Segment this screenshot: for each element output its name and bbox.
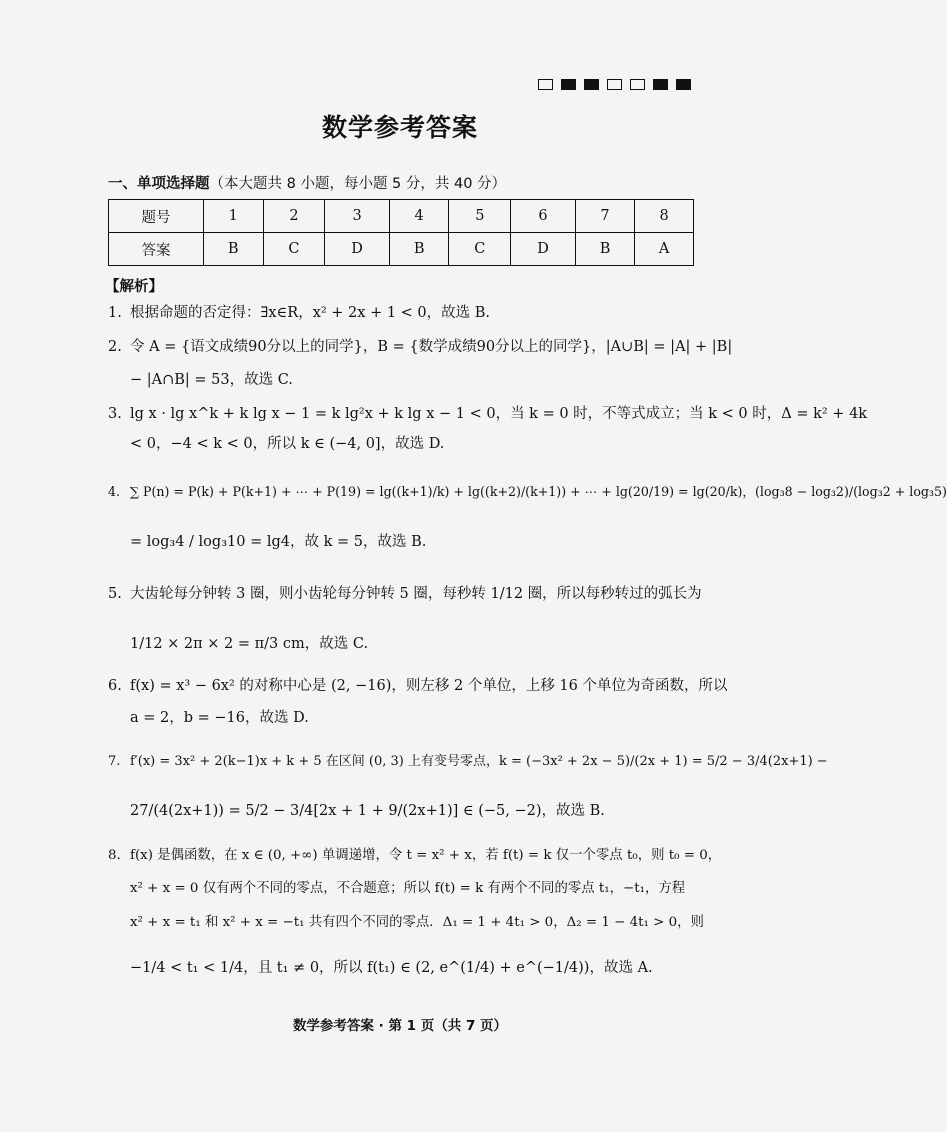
page-footer: 数学参考答案 · 第 1 页（共 7 页） bbox=[292, 1018, 508, 1034]
table-row-numbers bbox=[109, 200, 694, 233]
solution-7-cont: 27/(4(2x+1)) = 5/2 − 3/4[2x + 1 + 9/(2x+1)] ∈ (−5, −2)，故选 B. bbox=[130, 803, 605, 819]
solution-text: 大齿轮每分钟转 3 圈，则小齿轮每分钟转 5 圈，每秒转 1/12 圈，所以每秒转过的弧长为 bbox=[130, 586, 702, 602]
solution-5: 5. 大齿轮每分钟转 3 圈，则小齿轮每分钟转 5 圈，每秒转 1/12 圈，所以每秒转过的弧长为 bbox=[108, 586, 702, 602]
table-cell: 8 bbox=[635, 200, 694, 233]
table-cell: B bbox=[575, 233, 635, 266]
solution-4: 4. ∑ P(n) = P(k) + P(k+1) + ⋯ + P(19) = lg((k+1)/k) + lg((k+2)/(k+1)) + ⋯ + lg(20/19) = lg(20/k)，(log₃8 − log₃2)/(log₃2 + log₃5) bbox=[108, 484, 947, 499]
solution-6: 6. f(x) = x³ − 6x² 的对称中心是 (2, −16)，则左移 2 个单位，上移 16 个单位为奇函数，所以 bbox=[108, 678, 728, 694]
mark-4 bbox=[607, 79, 622, 90]
mark-3 bbox=[584, 79, 599, 90]
solution-text: lg x · lg x^k + k lg x − 1 = k lg²x + k lg x − 1 < 0，当 k = 0 时，不等式成立；当 k < 0 时，Δ = k² + 4k bbox=[130, 406, 868, 422]
analysis-label: 【解析】 bbox=[105, 279, 163, 295]
table-cell: D bbox=[325, 233, 390, 266]
solution-2: 2. 令 A = {语文成绩90分以上的同学}，B = {数学成绩90分以上的同学}，|A∪B| = |A| + |B| bbox=[108, 339, 733, 355]
solution-8-cont-1: x² + x = 0 仅有两个不同的零点，不合题意；所以 f(t) = k 有两个不同的零点 t₁，−t₁，方程 bbox=[130, 881, 686, 896]
solution-text: f(x) = x³ − 6x² 的对称中心是 (2, −16)，则左移 2 个单位，上移 16 个单位为奇函数，所以 bbox=[130, 678, 728, 694]
table-cell: 4 bbox=[389, 200, 449, 233]
solution-text: f′(x) = 3x² + 2(k−1)x + k + 5 在区间 (0, 3) 上有变号零点，k = (−3x² + 2x − 5)/(2x + 1) = 5/2 − 3/4(2x+1) − bbox=[130, 754, 828, 769]
table-cell: 3 bbox=[325, 200, 390, 233]
mark-5 bbox=[630, 79, 645, 90]
solution-8-cont-3: −1/4 < t₁ < 1/4，且 t₁ ≠ 0，所以 f(t₁) ∈ (2, e^(1/4) + e^(−1/4))，故选 A. bbox=[130, 960, 653, 976]
solution-text: f(x) 是偶函数，在 x ∈ (0, +∞) 单调递增，令 t = x² + x，若 f(t) = k 仅一个零点 t₀，则 t₀ = 0， bbox=[130, 848, 722, 863]
page-title: 数学参考答案 bbox=[321, 113, 478, 142]
solution-text: 根据命题的否定得：∃x∈R，x² + 2x + 1 < 0，故选 B. bbox=[130, 305, 491, 321]
section-heading bbox=[108, 172, 506, 193]
mark-1 bbox=[538, 79, 553, 90]
mark-2 bbox=[561, 79, 576, 90]
table-cell: 6 bbox=[511, 200, 576, 233]
solution-5-cont: 1/12 × 2π × 2 = π/3 cm，故选 C. bbox=[130, 636, 369, 652]
solution-text: ∑ P(n) = P(k) + P(k+1) + ⋯ + P(19) = lg((k+1)/k) + lg((k+2)/(k+1)) + ⋯ + lg(20/19) = lg(20/k)，(log₃8 − log₃2)/(log₃2 + log₃5) bbox=[130, 484, 947, 499]
section-desc: （本大题共 8 小题，每小题 5 分，共 40 分） bbox=[209, 176, 507, 192]
table-cell: 1 bbox=[204, 200, 264, 233]
solution-6-cont: a = 2，b = −16，故选 D. bbox=[130, 710, 309, 726]
table-cell: C bbox=[449, 233, 511, 266]
solution-3-cont: < 0，−4 < k < 0，所以 k ∈ (−4, 0]，故选 D. bbox=[130, 436, 445, 452]
table-cell: D bbox=[511, 233, 576, 266]
solution-1: 1. 根据命题的否定得：∃x∈R，x² + 2x + 1 < 0，故选 B. bbox=[108, 305, 491, 321]
section-label: 一、单项选择题 bbox=[108, 176, 210, 192]
table-cell: B bbox=[389, 233, 449, 266]
solution-8: 8. f(x) 是偶函数，在 x ∈ (0, +∞) 单调递增，令 t = x² + x，若 f(t) = k 仅一个零点 t₀，则 t₀ = 0， bbox=[108, 848, 722, 863]
table-cell: 2 bbox=[263, 200, 325, 233]
table-cell: 7 bbox=[575, 200, 635, 233]
solution-3: 3. lg x · lg x^k + k lg x − 1 = k lg²x + k lg x − 1 < 0，当 k = 0 时，不等式成立；当 k < 0 时，Δ = k² + 4k bbox=[108, 406, 868, 422]
solution-text: 令 A = {语文成绩90分以上的同学}，B = {数学成绩90分以上的同学}，|A∪B| = |A| + |B| bbox=[130, 339, 733, 355]
mark-7 bbox=[676, 79, 691, 90]
table-cell: C bbox=[263, 233, 325, 266]
row-label-number: 题号 bbox=[109, 200, 204, 233]
mark-6 bbox=[653, 79, 668, 90]
header-marks bbox=[538, 79, 691, 90]
solution-4-cont: = log₃4 / log₃10 = lg4，故 k = 5，故选 B. bbox=[130, 534, 427, 550]
table-cell: 5 bbox=[449, 200, 511, 233]
solution-8-cont-2: x² + x = t₁ 和 x² + x = −t₁ 共有四个不同的零点．Δ₁ = 1 + 4t₁ > 0，Δ₂ = 1 − 4t₁ > 0，则 bbox=[130, 915, 704, 930]
solution-2-cont: − |A∩B| = 53，故选 C. bbox=[130, 372, 293, 388]
table-row-answers bbox=[109, 233, 694, 266]
table-cell: A bbox=[635, 233, 694, 266]
solution-7: 7. f′(x) = 3x² + 2(k−1)x + k + 5 在区间 (0, 3) 上有变号零点，k = (−3x² + 2x − 5)/(2x + 1) = 5/2 − 3/4(2x+1) − bbox=[108, 754, 828, 769]
answer-table bbox=[108, 199, 694, 266]
table-cell: B bbox=[204, 233, 264, 266]
row-label-answer: 答案 bbox=[109, 233, 204, 266]
